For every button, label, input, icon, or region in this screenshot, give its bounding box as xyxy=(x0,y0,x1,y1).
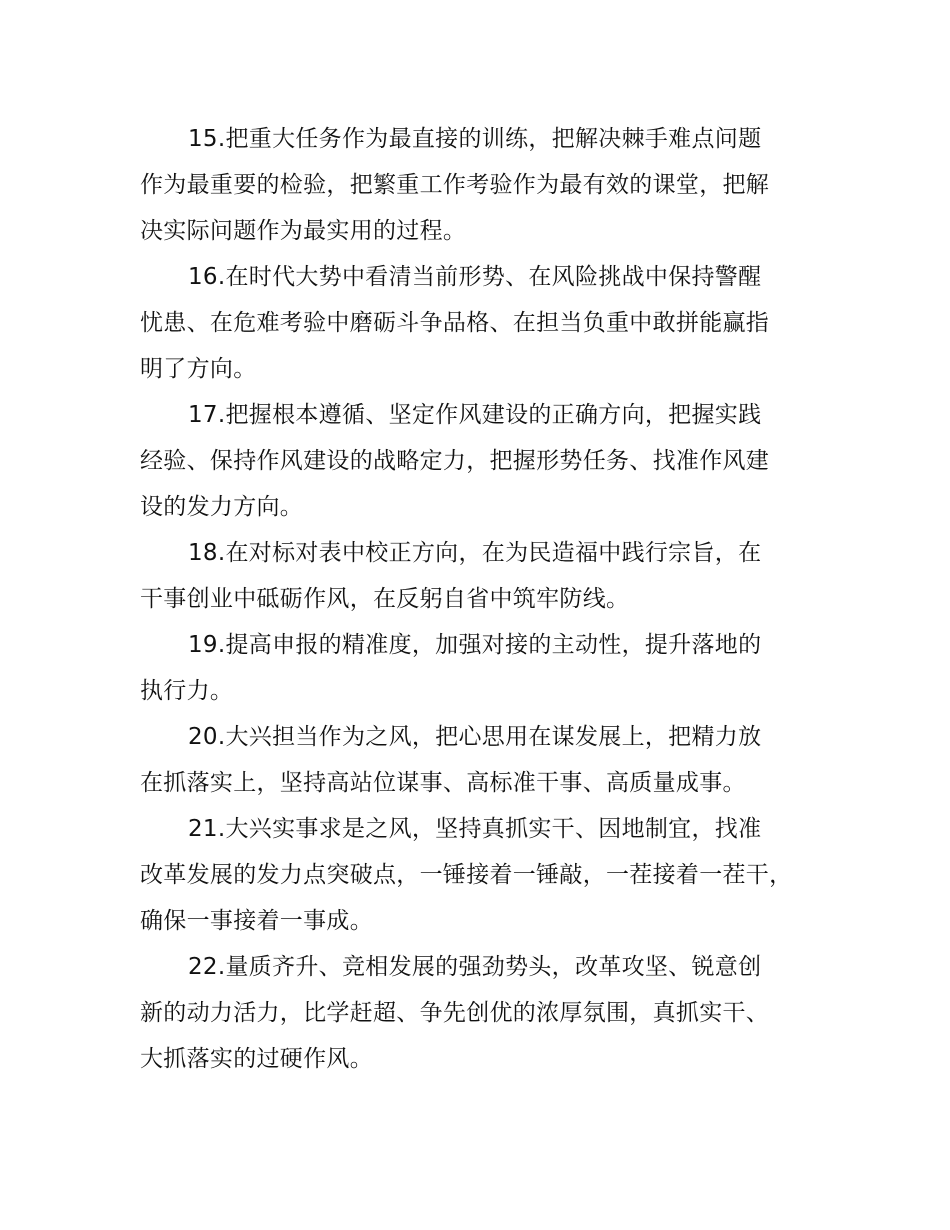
paragraph-line: 15.把重大任务作为最直接的训练，把解决棘手难点问题 xyxy=(188,126,762,152)
paragraph-15 xyxy=(140,116,830,254)
paragraph-line: 作为最重要的检验，把繁重工作考验作为最有效的课堂，把解 xyxy=(140,172,770,198)
document-body xyxy=(140,116,830,1082)
paragraph-line: 执行力。 xyxy=(140,678,234,704)
paragraph-17 xyxy=(140,392,830,530)
paragraph-line: 改革发展的发力点突破点，一锤接着一锤敲，一茬接着一茬干， xyxy=(140,862,793,888)
paragraph-line: 明了方向。 xyxy=(140,356,257,382)
paragraph-19 xyxy=(140,622,830,714)
paragraph-21 xyxy=(140,806,830,944)
paragraph-line: 大抓落实的过硬作风。 xyxy=(140,1046,373,1072)
paragraph-line: 设的发力方向。 xyxy=(140,494,304,520)
paragraph-18 xyxy=(140,530,830,622)
paragraph-line: 忧患、在危难考验中磨砺斗争品格、在担当负重中敢拼能赢指 xyxy=(140,310,770,336)
paragraph-20 xyxy=(140,714,830,806)
paragraph-line: 干事创业中砥砺作风，在反躬自省中筑牢防线。 xyxy=(140,586,630,612)
paragraph-line: 19.提高申报的精准度，加强对接的主动性，提升落地的 xyxy=(188,632,762,658)
paragraph-line: 经验、保持作风建设的战略定力，把握形势任务、找准作风建 xyxy=(140,448,770,474)
paragraph-line: 确保一事接着一事成。 xyxy=(140,908,373,934)
paragraph-line: 17.把握根本遵循、坚定作风建设的正确方向，把握实践 xyxy=(188,402,762,428)
paragraph-line: 22.量质齐升、竞相发展的强劲势头，改革攻坚、锐意创 xyxy=(188,954,762,980)
paragraph-line: 16.在时代大势中看清当前形势、在风险挑战中保持警醒 xyxy=(188,264,762,290)
paragraph-line: 21.大兴实事求是之风，坚持真抓实干、因地制宜，找准 xyxy=(188,816,762,842)
paragraph-22 xyxy=(140,944,830,1082)
paragraph-line: 决实际问题作为最实用的过程。 xyxy=(140,218,467,244)
paragraph-line: 在抓落实上，坚持高站位谋事、高标准干事、高质量成事。 xyxy=(140,770,746,796)
paragraph-line: 新的动力活力，比学赶超、争先创优的浓厚氛围，真抓实干、 xyxy=(140,1000,770,1026)
paragraph-16 xyxy=(140,254,830,392)
paragraph-line: 20.大兴担当作为之风，把心思用在谋发展上，把精力放 xyxy=(188,724,762,750)
paragraph-line: 18.在对标对表中校正方向，在为民造福中践行宗旨，在 xyxy=(188,540,762,566)
